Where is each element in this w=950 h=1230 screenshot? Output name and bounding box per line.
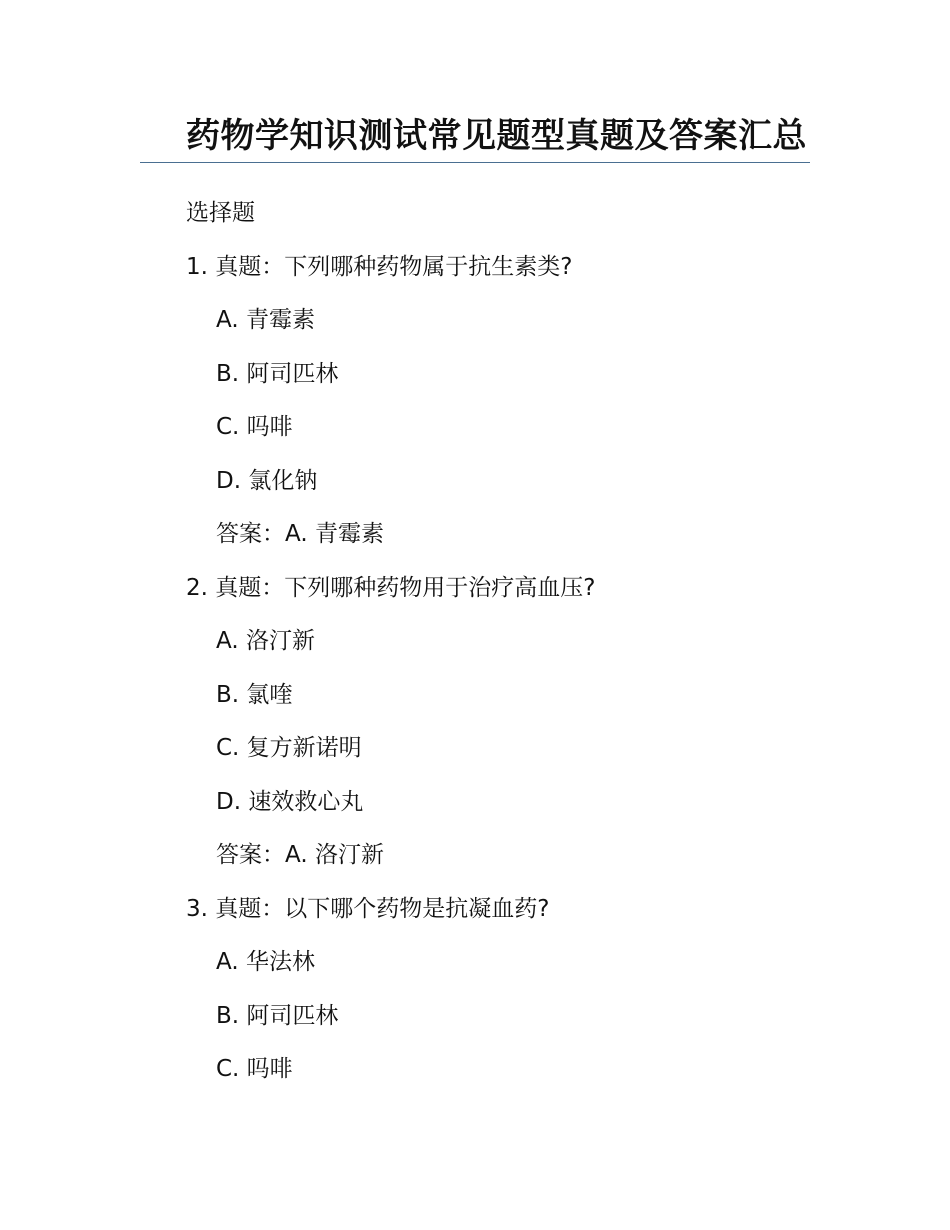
- question-2-option-a: A. 洛汀新: [216, 628, 315, 654]
- question-1-text: 1. 真题：下列哪种药物属于抗生素类?: [186, 254, 573, 280]
- title-divider: [140, 162, 810, 163]
- section-heading: 选择题: [186, 200, 255, 226]
- question-2-option-d: D. 速效救心丸: [216, 789, 364, 815]
- question-1-option-b: B. 阿司匹林: [216, 361, 339, 387]
- question-2-text: 2. 真题：下列哪种药物用于治疗高血压?: [186, 575, 596, 601]
- page-title: 药物学知识测试常见题型真题及答案汇总: [186, 116, 807, 156]
- question-3-option-a: A. 华法林: [216, 949, 315, 975]
- question-2-option-c: C. 复方新诺明: [216, 735, 362, 761]
- question-2-option-b: B. 氯喹: [216, 682, 293, 708]
- question-2-answer: 答案：A. 洛汀新: [216, 842, 384, 868]
- question-3-option-b: B. 阿司匹林: [216, 1003, 339, 1029]
- question-3-text: 3. 真题：以下哪个药物是抗凝血药?: [186, 896, 550, 922]
- question-1-option-c: C. 吗啡: [216, 414, 293, 440]
- question-1-option-a: A. 青霉素: [216, 307, 315, 333]
- question-1-answer: 答案：A. 青霉素: [216, 521, 384, 547]
- question-3-option-c: C. 吗啡: [216, 1056, 293, 1082]
- question-1-option-d: D. 氯化钠: [216, 468, 318, 494]
